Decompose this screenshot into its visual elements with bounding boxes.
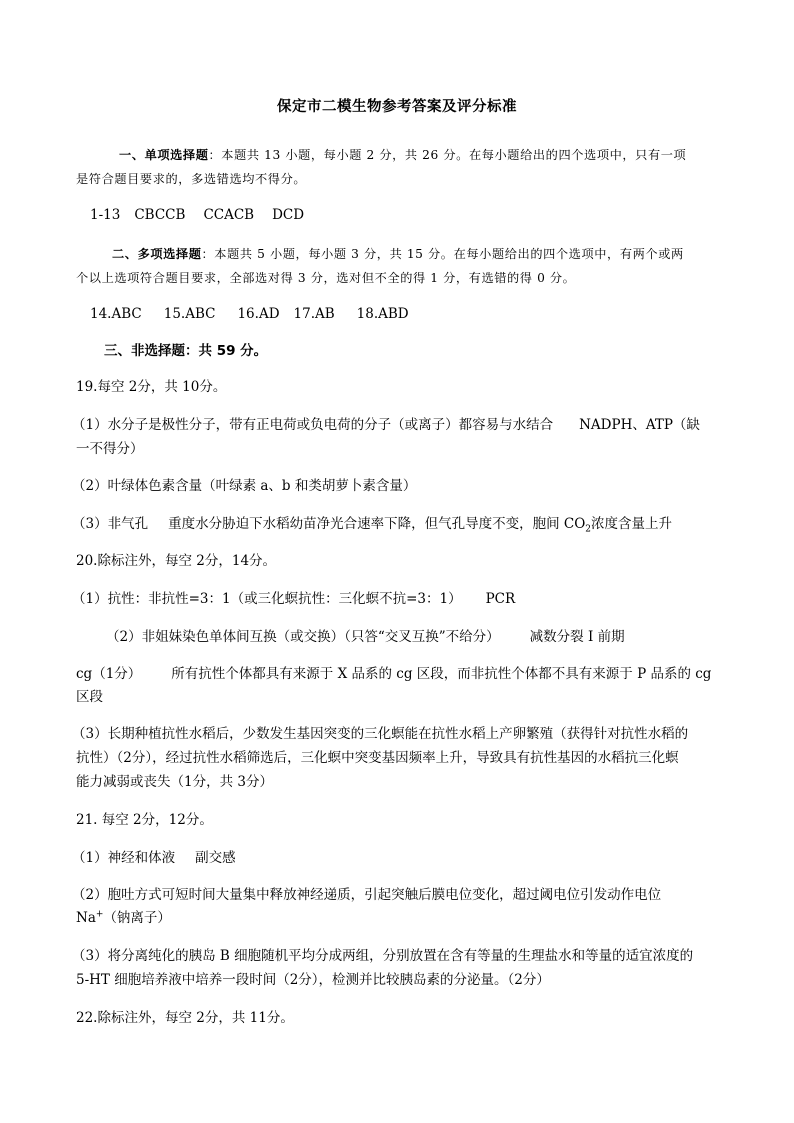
q20-part2c-line2: 区段 (76, 689, 103, 705)
q19-part1-line2: 一不得分） (76, 441, 144, 457)
section1-heading: 一、单项选择题 (119, 148, 209, 162)
section2-answers: 14.ABC 15.ABC 16.AD 17.AB 18.ABD (90, 306, 409, 322)
section1-desc-line2: 是符合题目要求的，多选错选均不得分。 (76, 172, 307, 186)
q19-part2: （2）叶绿体色素含量（叶绿素 a、b 和类胡萝卜素含量） (72, 478, 417, 494)
q20-part2c-line1: cg（1分） 所有抗性个体都具有来源于 X 品系的 cg 区段，而非抗性个体都不具有来源于 P 品系的 cg (76, 666, 712, 682)
q20-part3-line3: 能力减弱或丧失（1分，共 3分） (76, 774, 273, 790)
section2-heading: 二、多项选择题 (112, 247, 202, 261)
q19-part1-line1: （1）水分子是极性分子，带有正电荷或负电荷的分子（或离子）都容易与水结合 NADPH、ATP（缺 (72, 417, 700, 433)
q21-part1: （1）神经和体液 副交感 (72, 850, 236, 866)
q19-header: 19.每空 2分，共 10分。 (76, 379, 227, 395)
q21-part3-line1: （3）将分离纯化的胰岛 B 细胞随机平均分成两组，分别放置在含有等量的生理盐水和等量的适宜浓度的 (72, 948, 694, 964)
section2-desc-line1: 二、多项选择题：本题共 5 小题，每小题 3 分，共 15 分。在每小题给出的四个选项中，有两个或两 (112, 247, 684, 261)
q20-header: 20.除标注外，每空 2分，14分。 (76, 553, 277, 569)
q21-header: 21. 每空 2分，12分。 (76, 812, 213, 828)
section1-answers: 1-13 CBCCB CCACB DCD (90, 207, 305, 223)
q20-part2: （2）非姐妹染色单体间互换（或交换）（只答“交叉互换”不给分） 减数分裂 I 前期 (106, 629, 625, 645)
q20-part3-line1: （3）长期种植抗性水稻后，少数发生基因突变的三化螟能在抗性水稻上产卵繁殖（获得针对抗性水稻的 (72, 726, 689, 742)
q21-part2-line2: Na+（钠离子） (76, 909, 171, 926)
q21-part3-line2: 5-HT 细胞培养液中培养一段时间（2分），检测并比较胰岛素的分泌量。（2分） (76, 972, 550, 988)
q21-part2-line1: （2）胞吐方式可短时间大量集中释放神经递质，引起突触后膜电位变化，超过阈电位引发动作电位 (72, 887, 662, 903)
section2-desc-line2: 个以上选项符合题目要求，全部选对得 3 分，选对但不全的得 1 分，有选错的得 0 分。 (76, 271, 576, 285)
section3-heading: 三、非选择题：共 59 分。 (104, 343, 268, 359)
q20-part1: （1）抗性：非抗性=3：1（或三化螟抗性：三化螟不抗=3：1） PCR (72, 591, 516, 607)
page-title: 保定市二模生物参考答案及评分标准 (277, 99, 517, 115)
q19-part3: （3）非气孔 重度水分胁迫下水稻幼苗净光合速率下降，但气孔导度不变，胞间 $CO_2$浓度含量上升 (72, 516, 673, 535)
section1-desc-line1: 一、单项选择题：本题共 13 小题，每小题 2 分，共 26 分。在每小题给出的四个选项中，只有一项 (119, 148, 687, 162)
q22-header: 22.除标注外，每空 2分，共 11分。 (76, 1010, 294, 1026)
q20-part3-line2: 抗性）（2分），经过抗性水稻筛选后，三化螟中突变基因频率上升，导致具有抗性基因的水稻抗三化螟 (76, 750, 679, 766)
